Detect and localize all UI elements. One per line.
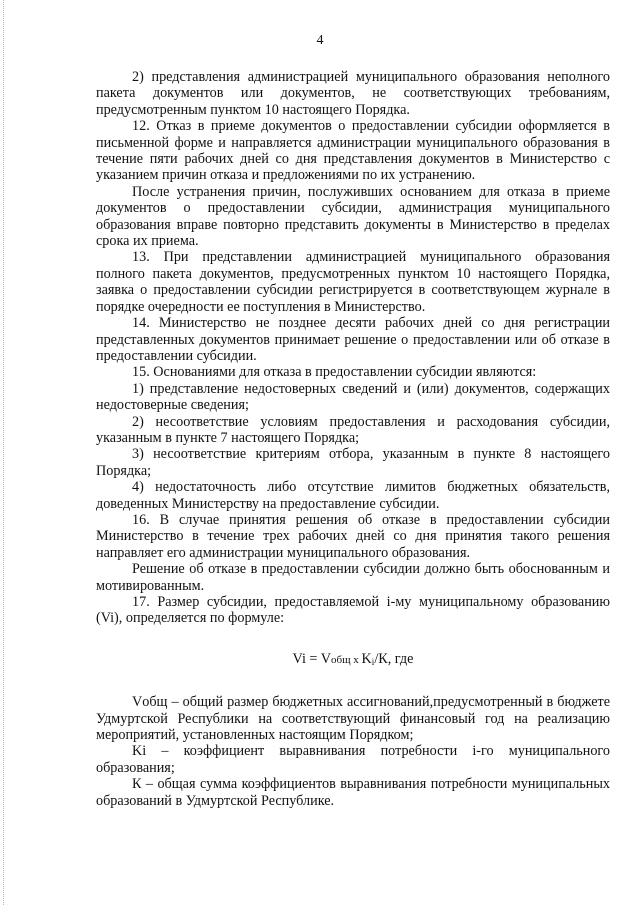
formula-multiply-sign: x <box>350 653 362 666</box>
subsidy-formula <box>96 651 610 670</box>
page-edge-line <box>3 0 4 905</box>
paragraph: Vобщ – общий размер бюджетных ассигнований,предусмотренный в бюджете Удмуртской Республики на соответствующий финансовый год на реализацию мероприятий, установленных настоящим Порядком; <box>96 694 610 744</box>
formula-lhs: Vi = V <box>292 650 331 667</box>
paragraph: 2) несоответствие условиям предоставления и расходования субсидии, указанным в пункте 7 настоящего Порядка; <box>96 413 610 446</box>
paragraph: К – общая сумма коэффициентов выравнивания потребности муниципальных образований в Удмуртской Республике. <box>96 776 610 809</box>
paragraph: 4) недостаточность либо отсутствие лимитов бюджетных обязательств, доведенных Министерству на предоставление субсидии. <box>96 479 610 512</box>
paragraph: 1) представление недостоверных сведений и (или) документов, содержащих недостоверные сведения; <box>96 380 610 414</box>
formula-rest: /К, где <box>374 650 414 667</box>
formula-k-subscript: i <box>371 656 375 667</box>
paragraph: 3) несоответствие критериям отбора, указанным в пункте 8 настоящего Порядка; <box>96 446 610 479</box>
paragraph: 14. Министерство не позднее десяти рабочих дней со дня регистрации представленных документов принимает решение о предоставлении или об отказе в предоставлении субсидии. <box>96 315 610 364</box>
paragraph: 2) представления администрацией муниципального образования неполного пакета документов или документов, не соответствующих требованиям, предусмотренным пунктом 10 настоящего Порядка. <box>96 69 610 118</box>
paragraph: 16. В случае принятия решения об отказе в предоставлении субсидии Министерство в течение трех рабочих дней со дня принятия такого решения направляет его администрации муниципального образования. <box>96 511 610 561</box>
paragraph: Решение об отказе в предоставлении субсидии должно быть обоснованным и мотивированным. <box>96 561 610 594</box>
document-body <box>96 69 610 809</box>
paragraph: Ki – коэффициент выравнивания потребности i-го муниципального образования; <box>96 743 610 776</box>
paragraph: 15. Основаниями для отказа в предоставлении субсидии являются: <box>132 364 537 381</box>
formula-k: K <box>361 650 372 667</box>
paragraph: 13. При представлении администрацией муниципального образования полного пакета документов, предусмотренных пунктом 10 настоящего Порядка, заявка о предоставлении субсидии регистрируется в соответствующем журнале в порядке очередности ее поступления в Министерство. <box>96 249 610 315</box>
paragraph: 12. Отказ в приеме документов о предоставлении субсидии оформляется в письменной форме и направляется администрации муниципального образования в течение пяти рабочих дней со дня представления документов в Министерство с указанием причин отказа и предложениями по их устранению. <box>96 118 610 184</box>
paragraph: После устранения причин, послуживших основанием для отказа в приеме документов о предоставлении субсидии, администрация муниципального образования вправе повторно представить документы в Министерство в пределах срока их приема. <box>96 183 610 250</box>
paragraph: 17. Размер субсидии, предоставляемой i-му муниципальному образованию (Vi), определяется по формуле: <box>96 594 610 627</box>
formula-vobsh-subscript: общ <box>330 653 351 666</box>
page-number: 4 <box>316 33 324 48</box>
